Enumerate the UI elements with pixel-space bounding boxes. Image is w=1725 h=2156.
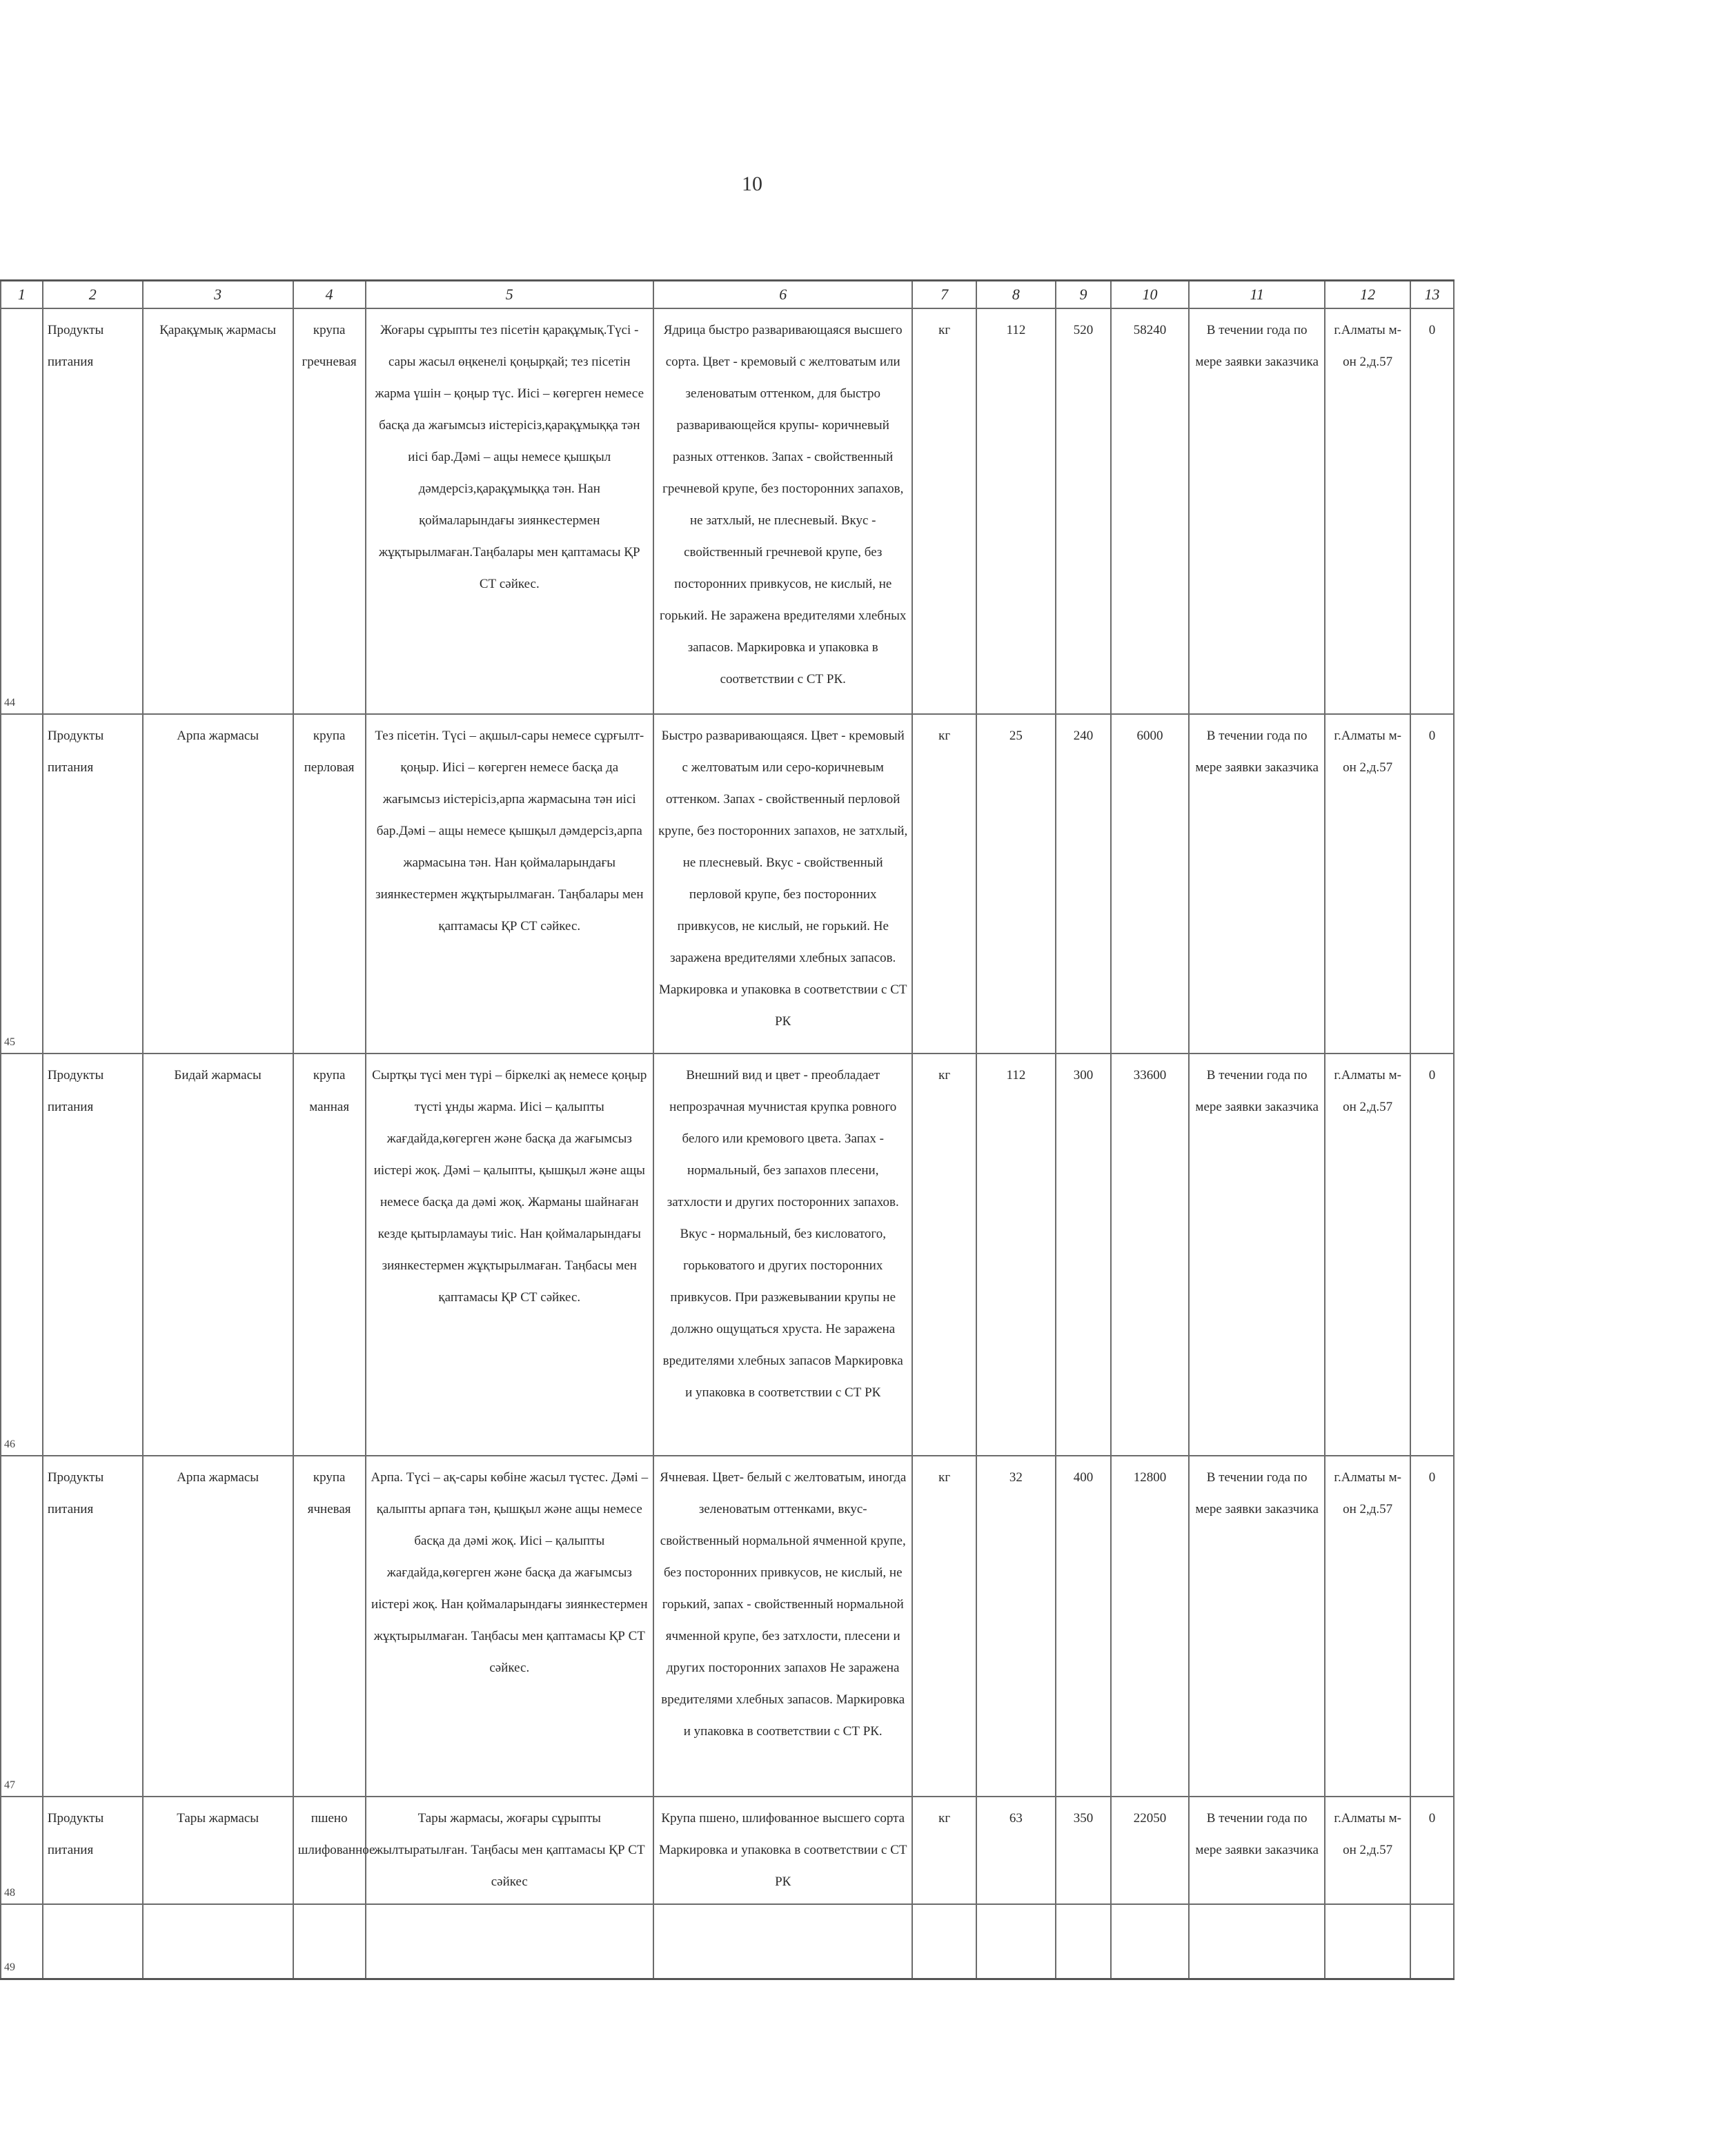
term-cell: В течении года по мере заявки заказчика xyxy=(1189,1456,1325,1797)
name-ru-cell: крупа манная xyxy=(293,1054,366,1456)
address-cell: г.Алматы м-он 2,д.57 xyxy=(1325,1456,1410,1797)
empty-cell xyxy=(1325,1904,1410,1979)
description-kz-cell: Жоғары сұрыпты тез пісетін қарақұмық.Түсі - сары жасыл өңкенелі қоңырқай; тез пісетін жарма үшін – қоңыр түс. Иісі – көгерген немесе басқа да жағымсыз иістерісіз,қарақұмыққа тән иісі бар.Дәмі – ащы немесе қышқыл дәмдерсіз,қарақұмыққа тән. Нан қоймаларындағы зиянкестермен жұқтырылмаған.Таңбалары мен қаптамасы ҚР СТ сәйкес. xyxy=(366,308,653,714)
category-cell: Продукты питания xyxy=(43,1797,143,1904)
col13-cell: 0 xyxy=(1410,1054,1454,1456)
row-number-cell xyxy=(1,1054,43,1456)
column-header: 13 xyxy=(1410,281,1454,309)
column-header: 2 xyxy=(43,281,143,309)
page-number: 10 xyxy=(742,172,762,195)
table-row xyxy=(1,714,1454,1054)
price-cell: 350 xyxy=(1056,1797,1111,1904)
description-ru-cell: Ядрица быстро разваривающаяся высшего сорта. Цвет - кремовый с желтоватым или зеленоватым оттенком, для быстро разваривающейся крупы- коричневый разных оттенков. Запах - свойственный гречневой крупе, без посторонних запахов, не затхлый, не плесневый. Вкус - свойственный гречневой крупе, без посторонних привкусов, не кислый, не горький. Не заражена вредителями хлебных запасов. Маркировка и упаковка в соответствии с СТ РК. xyxy=(653,308,912,714)
description-kz-cell: Тары жармасы, жоғары сұрыпты жылтыратылған. Таңбасы мен қаптамасы ҚР СТ сәйкес xyxy=(366,1797,653,1904)
column-header: 11 xyxy=(1189,281,1325,309)
term-cell: В течении года по мере заявки заказчика xyxy=(1189,1054,1325,1456)
unit-cell: кг xyxy=(912,1797,976,1904)
col13-cell: 0 xyxy=(1410,714,1454,1054)
name-kz-cell: Арпа жармасы xyxy=(143,714,293,1054)
row-number: 45 xyxy=(4,1036,15,1048)
row-number: 47 xyxy=(4,1779,15,1791)
category-cell: Продукты питания xyxy=(43,308,143,714)
col13-cell: 0 xyxy=(1410,1797,1454,1904)
category-cell: Продукты питания xyxy=(43,714,143,1054)
column-header: 5 xyxy=(366,281,653,309)
category-cell: Продукты питания xyxy=(43,1054,143,1456)
column-header: 9 xyxy=(1056,281,1111,309)
address-cell: г.Алматы м-он 2,д.57 xyxy=(1325,714,1410,1054)
row-number-cell xyxy=(1,714,43,1054)
description-kz-cell: Сыртқы түсі мен түрі – біркелкі ақ немесе қоңыр түсті ұнды жарма. Иісі – қалыпты жағдайда,көгерген және басқа да жағымсыз иістері жоқ. Дәмі – қалыпты, қышқыл және ащы немесе басқа да дәмі жоқ. Жарманы шайнаған кезде қытырламауы тиіс. Нан қоймаларындағы зиянкестермен жұқтырылмаған. Таңбасы мен қаптамасы ҚР СТ сәйкес. xyxy=(366,1054,653,1456)
empty-cell xyxy=(912,1904,976,1979)
term-cell: В течении года по мере заявки заказчика xyxy=(1189,714,1325,1054)
column-header: 6 xyxy=(653,281,912,309)
name-kz-cell: Бидай жармасы xyxy=(143,1054,293,1456)
empty-cell xyxy=(653,1904,912,1979)
quantity-cell: 32 xyxy=(976,1456,1056,1797)
price-cell: 520 xyxy=(1056,308,1111,714)
description-kz-cell: Тез пісетін. Түсі – ақшыл-сары немесе сұрғылт-қоңыр. Иісі – көгерген немесе басқа да жағымсыз иістерісіз,арпа жармасына тән иісі бар.Дәмі – ащы немесе қышқыл дәмдерсіз,арпа жармасына тән. Нан қоймаларындағы зиянкестермен жұқтырылмаған. Таңбалары мен қаптамасы ҚР СТ сәйкес. xyxy=(366,714,653,1054)
table-row xyxy=(1,308,1454,714)
table-row xyxy=(1,1054,1454,1456)
name-kz-cell: Қарақұмық жармасы xyxy=(143,308,293,714)
empty-cell xyxy=(1189,1904,1325,1979)
price-cell: 300 xyxy=(1056,1054,1111,1456)
price-cell: 240 xyxy=(1056,714,1111,1054)
column-header: 12 xyxy=(1325,281,1410,309)
unit-cell: кг xyxy=(912,1054,976,1456)
quantity-cell: 112 xyxy=(976,308,1056,714)
row-number: 49 xyxy=(4,1961,15,1973)
col13-cell: 0 xyxy=(1410,1456,1454,1797)
row-number: 48 xyxy=(4,1887,15,1899)
term-cell: В течении года по мере заявки заказчика xyxy=(1189,308,1325,714)
address-cell: г.Алматы м-он 2,д.57 xyxy=(1325,1054,1410,1456)
description-ru-cell: Быстро разваривающаяся. Цвет - кремовый с желтоватым или серо-коричневым оттенком. Запах - свойственный перловой крупе, без посторонних запахов, не затхлый, не плесневый. Вкус - свойственный перловой крупе, без посторонних привкусов, не кислый, не горький. Не заражена вредителями хлебных запасов. Маркировка и упаковка в соответствии с СТ РК xyxy=(653,714,912,1054)
term-cell: В течении года по мере заявки заказчика xyxy=(1189,1797,1325,1904)
empty-cell xyxy=(143,1904,293,1979)
unit-cell: кг xyxy=(912,1456,976,1797)
quantity-cell: 25 xyxy=(976,714,1056,1054)
description-kz-cell: Арпа. Түсі – ақ-сары көбіне жасыл түстес. Дәмі – қалыпты арпаға тән, қышқыл және ащы немесе басқа да дәмі жоқ. Иісі – қалыпты жағдайда,көгерген және басқа да жағымсыз иістері жоқ. Нан қоймаларындағы зиянкестермен жұқтырылмаған. Таңбасы мен қаптамасы ҚР СТ сәйкес. xyxy=(366,1456,653,1797)
empty-cell xyxy=(1410,1904,1454,1979)
table-row xyxy=(1,1797,1454,1904)
header-row xyxy=(1,281,1454,309)
empty-cell xyxy=(43,1904,143,1979)
name-ru-cell: крупа перловая xyxy=(293,714,366,1054)
row-number-cell xyxy=(1,1904,43,1979)
price-cell: 400 xyxy=(1056,1456,1111,1797)
name-ru-cell: крупа ячневая xyxy=(293,1456,366,1797)
row-number-cell xyxy=(1,308,43,714)
address-cell: г.Алматы м-он 2,д.57 xyxy=(1325,308,1410,714)
sum-cell: 58240 xyxy=(1111,308,1189,714)
table-row xyxy=(1,1904,1454,1979)
sum-cell: 33600 xyxy=(1111,1054,1189,1456)
name-ru-cell: пшено шлифованное xyxy=(293,1797,366,1904)
address-cell: г.Алматы м-он 2,д.57 xyxy=(1325,1797,1410,1904)
col13-cell: 0 xyxy=(1410,308,1454,714)
description-ru-cell: Крупа пшено, шлифованное высшего сорта Маркировка и упаковка в соответствии с СТ РК xyxy=(653,1797,912,1904)
sum-cell: 6000 xyxy=(1111,714,1189,1054)
description-ru-cell: Ячневая. Цвет- белый с желтоватым, иногда зеленоватым оттенками, вкус- свойственный нормальной ячменной крупе, без посторонних привкусов, не кислый, не горький, запах - свойственный нормальной ячменной крупе, без затхлости, плесени и других посторонних запахов Не заражена вредителями хлебных запасов. Маркировка и упаковка в соответствии с СТ РК. xyxy=(653,1456,912,1797)
empty-cell xyxy=(293,1904,366,1979)
sum-cell: 22050 xyxy=(1111,1797,1189,1904)
column-header: 4 xyxy=(293,281,366,309)
quantity-cell: 112 xyxy=(976,1054,1056,1456)
column-header: 10 xyxy=(1111,281,1189,309)
row-number-cell xyxy=(1,1797,43,1904)
empty-cell xyxy=(366,1904,653,1979)
quantity-cell: 63 xyxy=(976,1797,1056,1904)
empty-cell xyxy=(1056,1904,1111,1979)
empty-cell xyxy=(1111,1904,1189,1979)
description-ru-cell: Внешний вид и цвет - преобладает непрозрачная мучнистая крупка ровного белого или кремового цвета. Запах - нормальный, без запахов плесени, затхлости и других посторонних запахов. Вкус - нормальный, без кисловатого, горьковатого и других посторонних привкусов. При разжевывании крупы не должно ощущаться хруста. Не заражена вредителями хлебных запасов Маркировка и упаковка в соответствии с СТ РК xyxy=(653,1054,912,1456)
empty-cell xyxy=(976,1904,1056,1979)
row-number: 46 xyxy=(4,1438,15,1450)
column-header: 3 xyxy=(143,281,293,309)
unit-cell: кг xyxy=(912,714,976,1054)
table-row xyxy=(1,1456,1454,1797)
row-number: 44 xyxy=(4,697,15,709)
column-header: 8 xyxy=(976,281,1056,309)
unit-cell: кг xyxy=(912,308,976,714)
sum-cell: 12800 xyxy=(1111,1456,1189,1797)
name-kz-cell: Арпа жармасы xyxy=(143,1456,293,1797)
column-header: 7 xyxy=(912,281,976,309)
specification-table xyxy=(0,279,1455,1980)
category-cell: Продукты питания xyxy=(43,1456,143,1797)
name-ru-cell: крупа гречневая xyxy=(293,308,366,714)
row-number-cell xyxy=(1,1456,43,1797)
name-kz-cell: Тары жармасы xyxy=(143,1797,293,1904)
column-header: 1 xyxy=(1,281,43,309)
